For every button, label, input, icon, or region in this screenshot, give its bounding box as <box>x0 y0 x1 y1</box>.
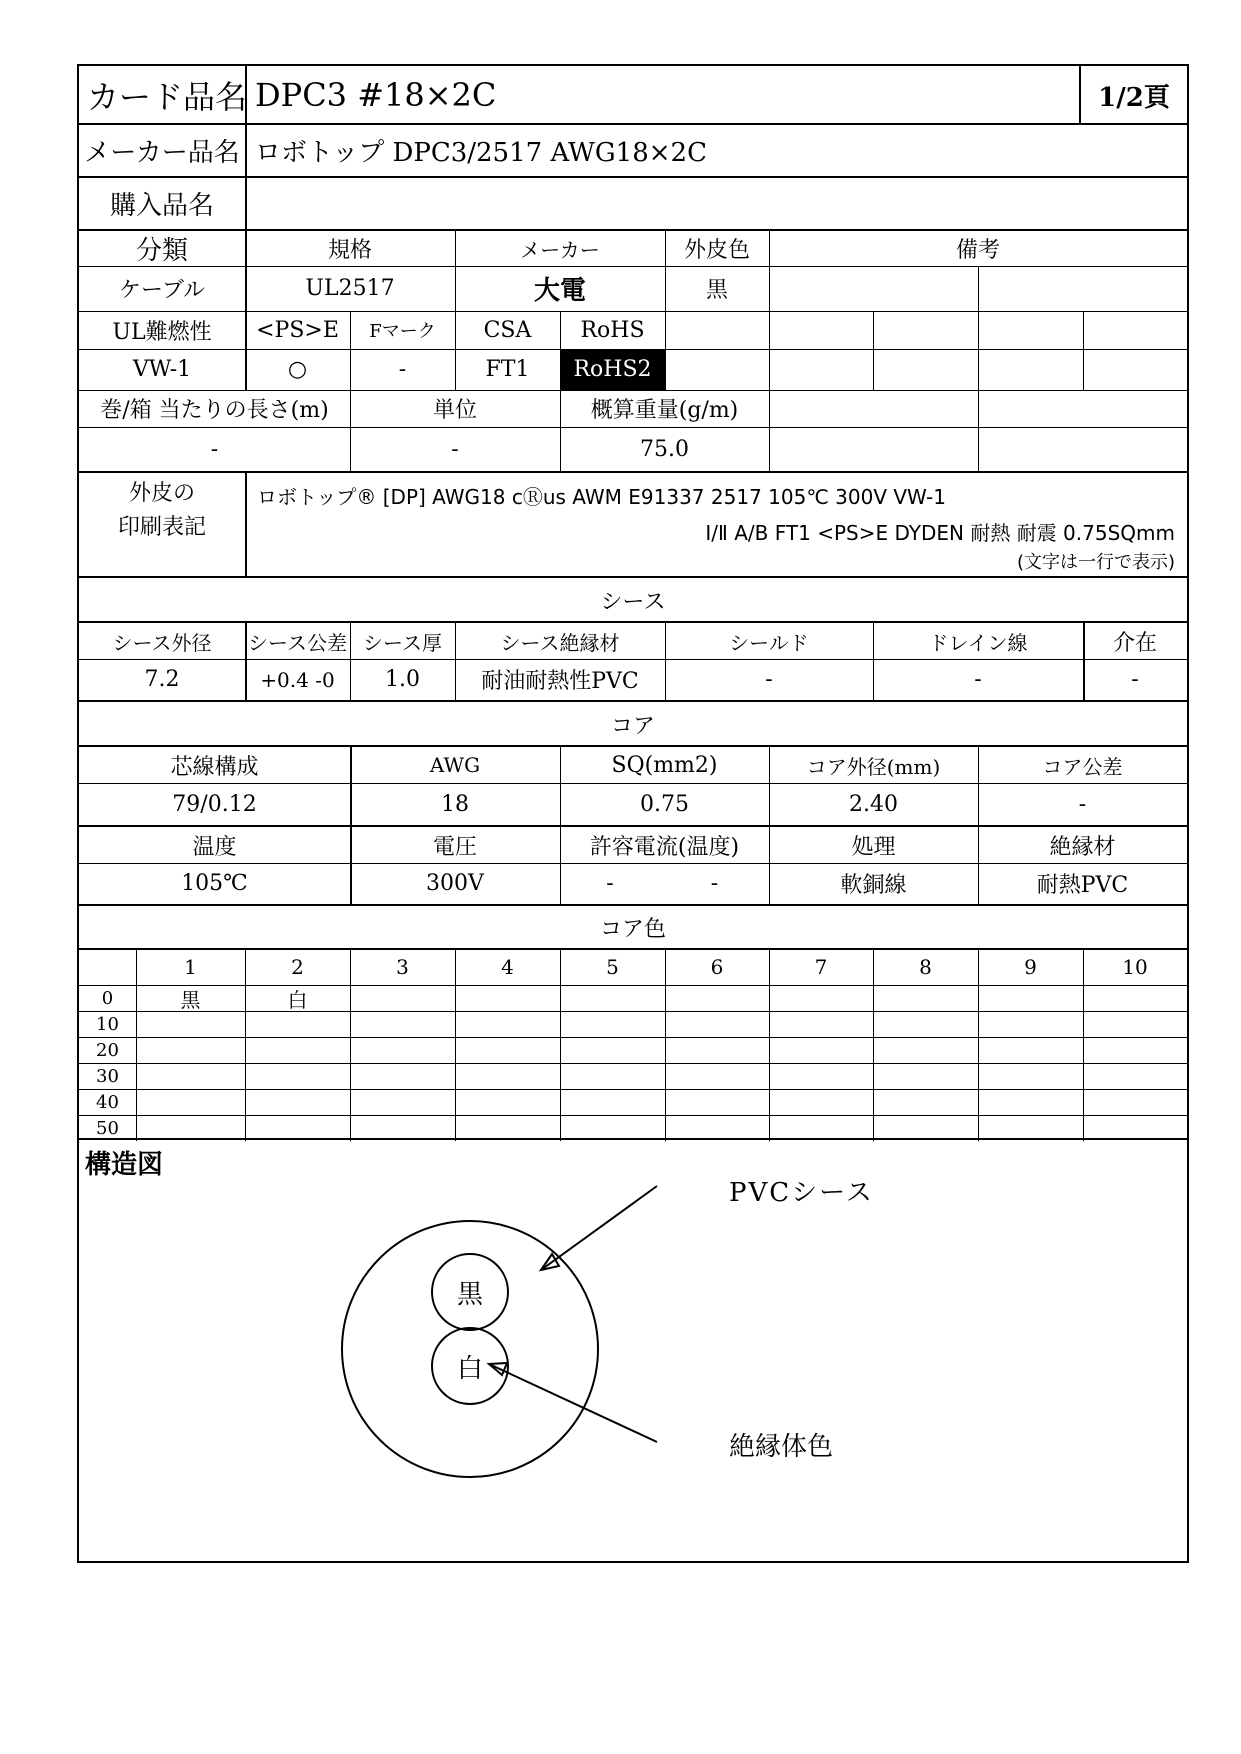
cable-cross-section-diagram <box>79 1142 1187 1560</box>
weight-value: 75.0 <box>640 436 689 462</box>
page-number: 1/2頁 <box>1098 82 1170 113</box>
length-header: 巻/箱 当たりの長さ(m) <box>100 398 329 423</box>
insulation-header: 絶縁材 <box>1049 834 1116 860</box>
current-value-b: - <box>710 871 719 896</box>
color-cell <box>245 1089 350 1115</box>
csa-value: FT1 <box>485 357 530 382</box>
card-name-value: DPC3 #18×2C <box>255 76 497 114</box>
drain-wire-value: - <box>974 667 982 692</box>
color-cell <box>665 1037 769 1063</box>
core-color-section-title: コア色 <box>599 916 666 942</box>
color-cell <box>873 1011 978 1037</box>
color-cell <box>873 985 978 1011</box>
color-cell <box>136 1089 245 1115</box>
core-od-header: コア外径(mm) <box>806 754 941 779</box>
color-row-label: 20 <box>96 1039 119 1061</box>
grid-line <box>665 949 666 1141</box>
color-cell <box>455 1063 560 1089</box>
grid-line <box>350 949 351 1141</box>
color-cell <box>665 985 769 1011</box>
maker-name-value: ロボトップ DPC3/2517 AWG18×2C <box>255 138 707 168</box>
pse-header: <PS>E <box>256 317 339 343</box>
color-cell <box>560 1037 665 1063</box>
voltage-header: 電圧 <box>432 834 477 860</box>
color-cell <box>978 1089 1083 1115</box>
unit-value: - <box>451 436 459 462</box>
purchase-name-value <box>247 177 1147 230</box>
treatment-header: 処理 <box>851 834 896 860</box>
grid-line <box>455 949 456 1141</box>
color-col-header: 1 <box>184 955 197 979</box>
temperature-header: 温度 <box>192 834 237 860</box>
current-value-a: - <box>606 871 614 896</box>
color-col-header: 8 <box>919 955 932 979</box>
color-cell: 白 <box>287 987 308 1012</box>
color-cell <box>665 1089 769 1115</box>
rohs-value-badge: RoHS2 <box>560 349 665 390</box>
voltage-value: 300V <box>426 871 484 896</box>
insulation-value: 耐熱PVC <box>1036 873 1129 898</box>
grid-line <box>769 949 770 1141</box>
ul-flame-header: UL難燃性 <box>112 319 212 345</box>
color-cell <box>455 1089 560 1115</box>
color-cell <box>978 985 1083 1011</box>
color-col-header: 2 <box>291 955 304 979</box>
color-col-header: 7 <box>814 955 828 979</box>
color-cell <box>665 1011 769 1037</box>
sheath-arrow-head <box>541 1254 559 1270</box>
core-section-title: コア <box>610 713 655 739</box>
color-cell <box>769 1063 873 1089</box>
color-col-header: 10 <box>1122 955 1148 979</box>
csa-header: CSA <box>483 317 532 343</box>
print-text-line1: ロボトップ® [DP] AWG18 cⓇus AWM E91337 2517 105℃ 300V VW-1 <box>257 484 946 509</box>
sheath-material-header: シース絶縁材 <box>500 630 620 655</box>
class-value: ケーブル <box>118 278 206 303</box>
maker-value: 大電 <box>533 276 586 306</box>
color-cell <box>769 1089 873 1115</box>
color-cell <box>136 1011 245 1037</box>
color-cell <box>560 1063 665 1089</box>
print-text-line2: I/Ⅱ A/B FT1 <PS>E DYDEN 耐熱 耐震 0.75SQmm <box>705 520 1175 545</box>
purchase-name-label: 購入品名 <box>109 191 214 221</box>
temperature-value: 105℃ <box>181 871 248 896</box>
color-col-header: 9 <box>1024 955 1037 979</box>
length-value: - <box>210 436 219 462</box>
color-cell <box>769 985 873 1011</box>
color-cell <box>1083 1011 1187 1037</box>
insulation-arrow-line <box>489 1364 657 1442</box>
color-col-header: 3 <box>396 955 409 979</box>
color-cell <box>245 1011 350 1037</box>
print-label-line1: 外皮の <box>128 480 195 506</box>
sheath-section-title: シース <box>600 589 666 615</box>
color-cell <box>873 1063 978 1089</box>
treatment-value: 軟銅線 <box>840 873 907 898</box>
unit-header: 単位 <box>432 398 477 423</box>
color-cell <box>769 1037 873 1063</box>
color-row-label: 0 <box>101 987 114 1009</box>
maker-name-label: メーカー品名 <box>84 138 240 168</box>
sq-value: 0.75 <box>640 791 689 817</box>
color-row-label: 30 <box>96 1065 119 1087</box>
sheath-material-value: 耐油耐熱性PVC <box>481 669 639 694</box>
strand-header: 芯線構成 <box>170 754 259 780</box>
color-cell <box>1083 985 1187 1011</box>
color-cell <box>245 1063 350 1089</box>
color-col-header: 4 <box>501 955 514 979</box>
color-cell <box>136 1037 245 1063</box>
core-tol-value: - <box>1078 791 1087 817</box>
sheath-tol-header: シース公差 <box>248 630 347 655</box>
structure-diagram-title: 構造図 <box>85 1149 164 1180</box>
color-cell <box>978 1037 1083 1063</box>
color-cell <box>978 1011 1083 1037</box>
color-cell <box>665 1063 769 1089</box>
standard-value: UL2517 <box>305 276 395 301</box>
color-value: 黒 <box>705 278 728 303</box>
color-cell <box>560 1089 665 1115</box>
color-cell <box>136 1063 245 1089</box>
core-tol-header: コア公差 <box>1042 754 1123 779</box>
awg-header: AWG <box>429 753 481 777</box>
grid-line <box>560 949 561 1141</box>
shield-header: シールド <box>729 630 809 655</box>
color-cell <box>350 1011 455 1037</box>
weight-header: 概算重量(g/m) <box>590 398 739 423</box>
current-header: 許容電流(温度) <box>589 834 740 860</box>
color-row-label: 50 <box>96 1117 119 1139</box>
cable-spec-sheet <box>77 64 1189 1563</box>
color-cell: 黒 <box>180 987 201 1012</box>
color-cell <box>560 1011 665 1037</box>
core-od-value: 2.40 <box>849 791 898 817</box>
strand-value: 79/0.12 <box>172 791 257 817</box>
sheath-tol-value: +0.4 -0 <box>260 667 335 692</box>
shield-value: - <box>765 667 773 692</box>
ul-flame-value: VW-1 <box>132 357 192 382</box>
filler-value: - <box>1131 667 1139 692</box>
color-header: 外皮色 <box>683 237 750 263</box>
sq-header: SQ(mm2) <box>611 752 718 778</box>
grid-line <box>245 949 246 1141</box>
drain-wire-header: ドレイン線 <box>928 630 1028 655</box>
color-cell <box>455 1037 560 1063</box>
pvc-sheath-label: PVCシース <box>729 1177 874 1208</box>
sheath-thickness-value: 1.0 <box>385 667 420 692</box>
color-cell <box>350 1063 455 1089</box>
sheath-arrow-line <box>541 1186 657 1270</box>
card-name-label: カード品名 <box>87 78 248 116</box>
sheath-od-header: シース外径 <box>112 630 212 655</box>
color-cell <box>350 985 455 1011</box>
maker-header: メーカー <box>520 237 600 262</box>
grid-line <box>873 949 874 1141</box>
color-cell <box>1083 1089 1187 1115</box>
color-col-header: 6 <box>710 955 724 979</box>
color-cell <box>873 1089 978 1115</box>
color-cell <box>560 985 665 1011</box>
grid-line <box>136 949 137 1141</box>
color-cell <box>978 1063 1083 1089</box>
awg-value: 18 <box>441 791 469 817</box>
color-cell <box>1083 1063 1187 1089</box>
insulation-color-label: 絶縁体色 <box>729 1431 834 1462</box>
grid-line <box>978 949 979 1141</box>
core-black-label: 黒 <box>456 1279 483 1310</box>
color-row-label: 40 <box>96 1091 119 1113</box>
color-cell <box>350 1037 455 1063</box>
grid-line <box>1083 949 1084 1141</box>
color-cell <box>245 1037 350 1063</box>
color-row-label: 10 <box>96 1013 119 1035</box>
rohs-header: RoHS <box>580 317 645 343</box>
color-col-header: 5 <box>606 955 619 979</box>
color-cell <box>1083 1037 1187 1063</box>
color-cell <box>350 1089 455 1115</box>
color-cell <box>873 1037 978 1063</box>
filler-header: 介在 <box>1112 630 1157 656</box>
sheath-od-value: 7.2 <box>144 667 180 692</box>
fmark-header: Fマーク <box>369 321 436 342</box>
class-header: 分類 <box>135 235 188 266</box>
standard-header: 規格 <box>327 237 372 263</box>
note-header: 備考 <box>955 237 1000 263</box>
print-text-note: (文字は一行で表示) <box>1016 552 1175 573</box>
pse-value: ○ <box>287 357 308 382</box>
color-cell <box>455 1011 560 1037</box>
color-cell <box>455 985 560 1011</box>
core-white-label: 白 <box>456 1353 483 1384</box>
fmark-value: - <box>398 357 407 382</box>
print-label-line2: 印刷表記 <box>117 514 206 540</box>
sheath-thickness-header: シース厚 <box>363 630 442 655</box>
color-cell <box>769 1011 873 1037</box>
